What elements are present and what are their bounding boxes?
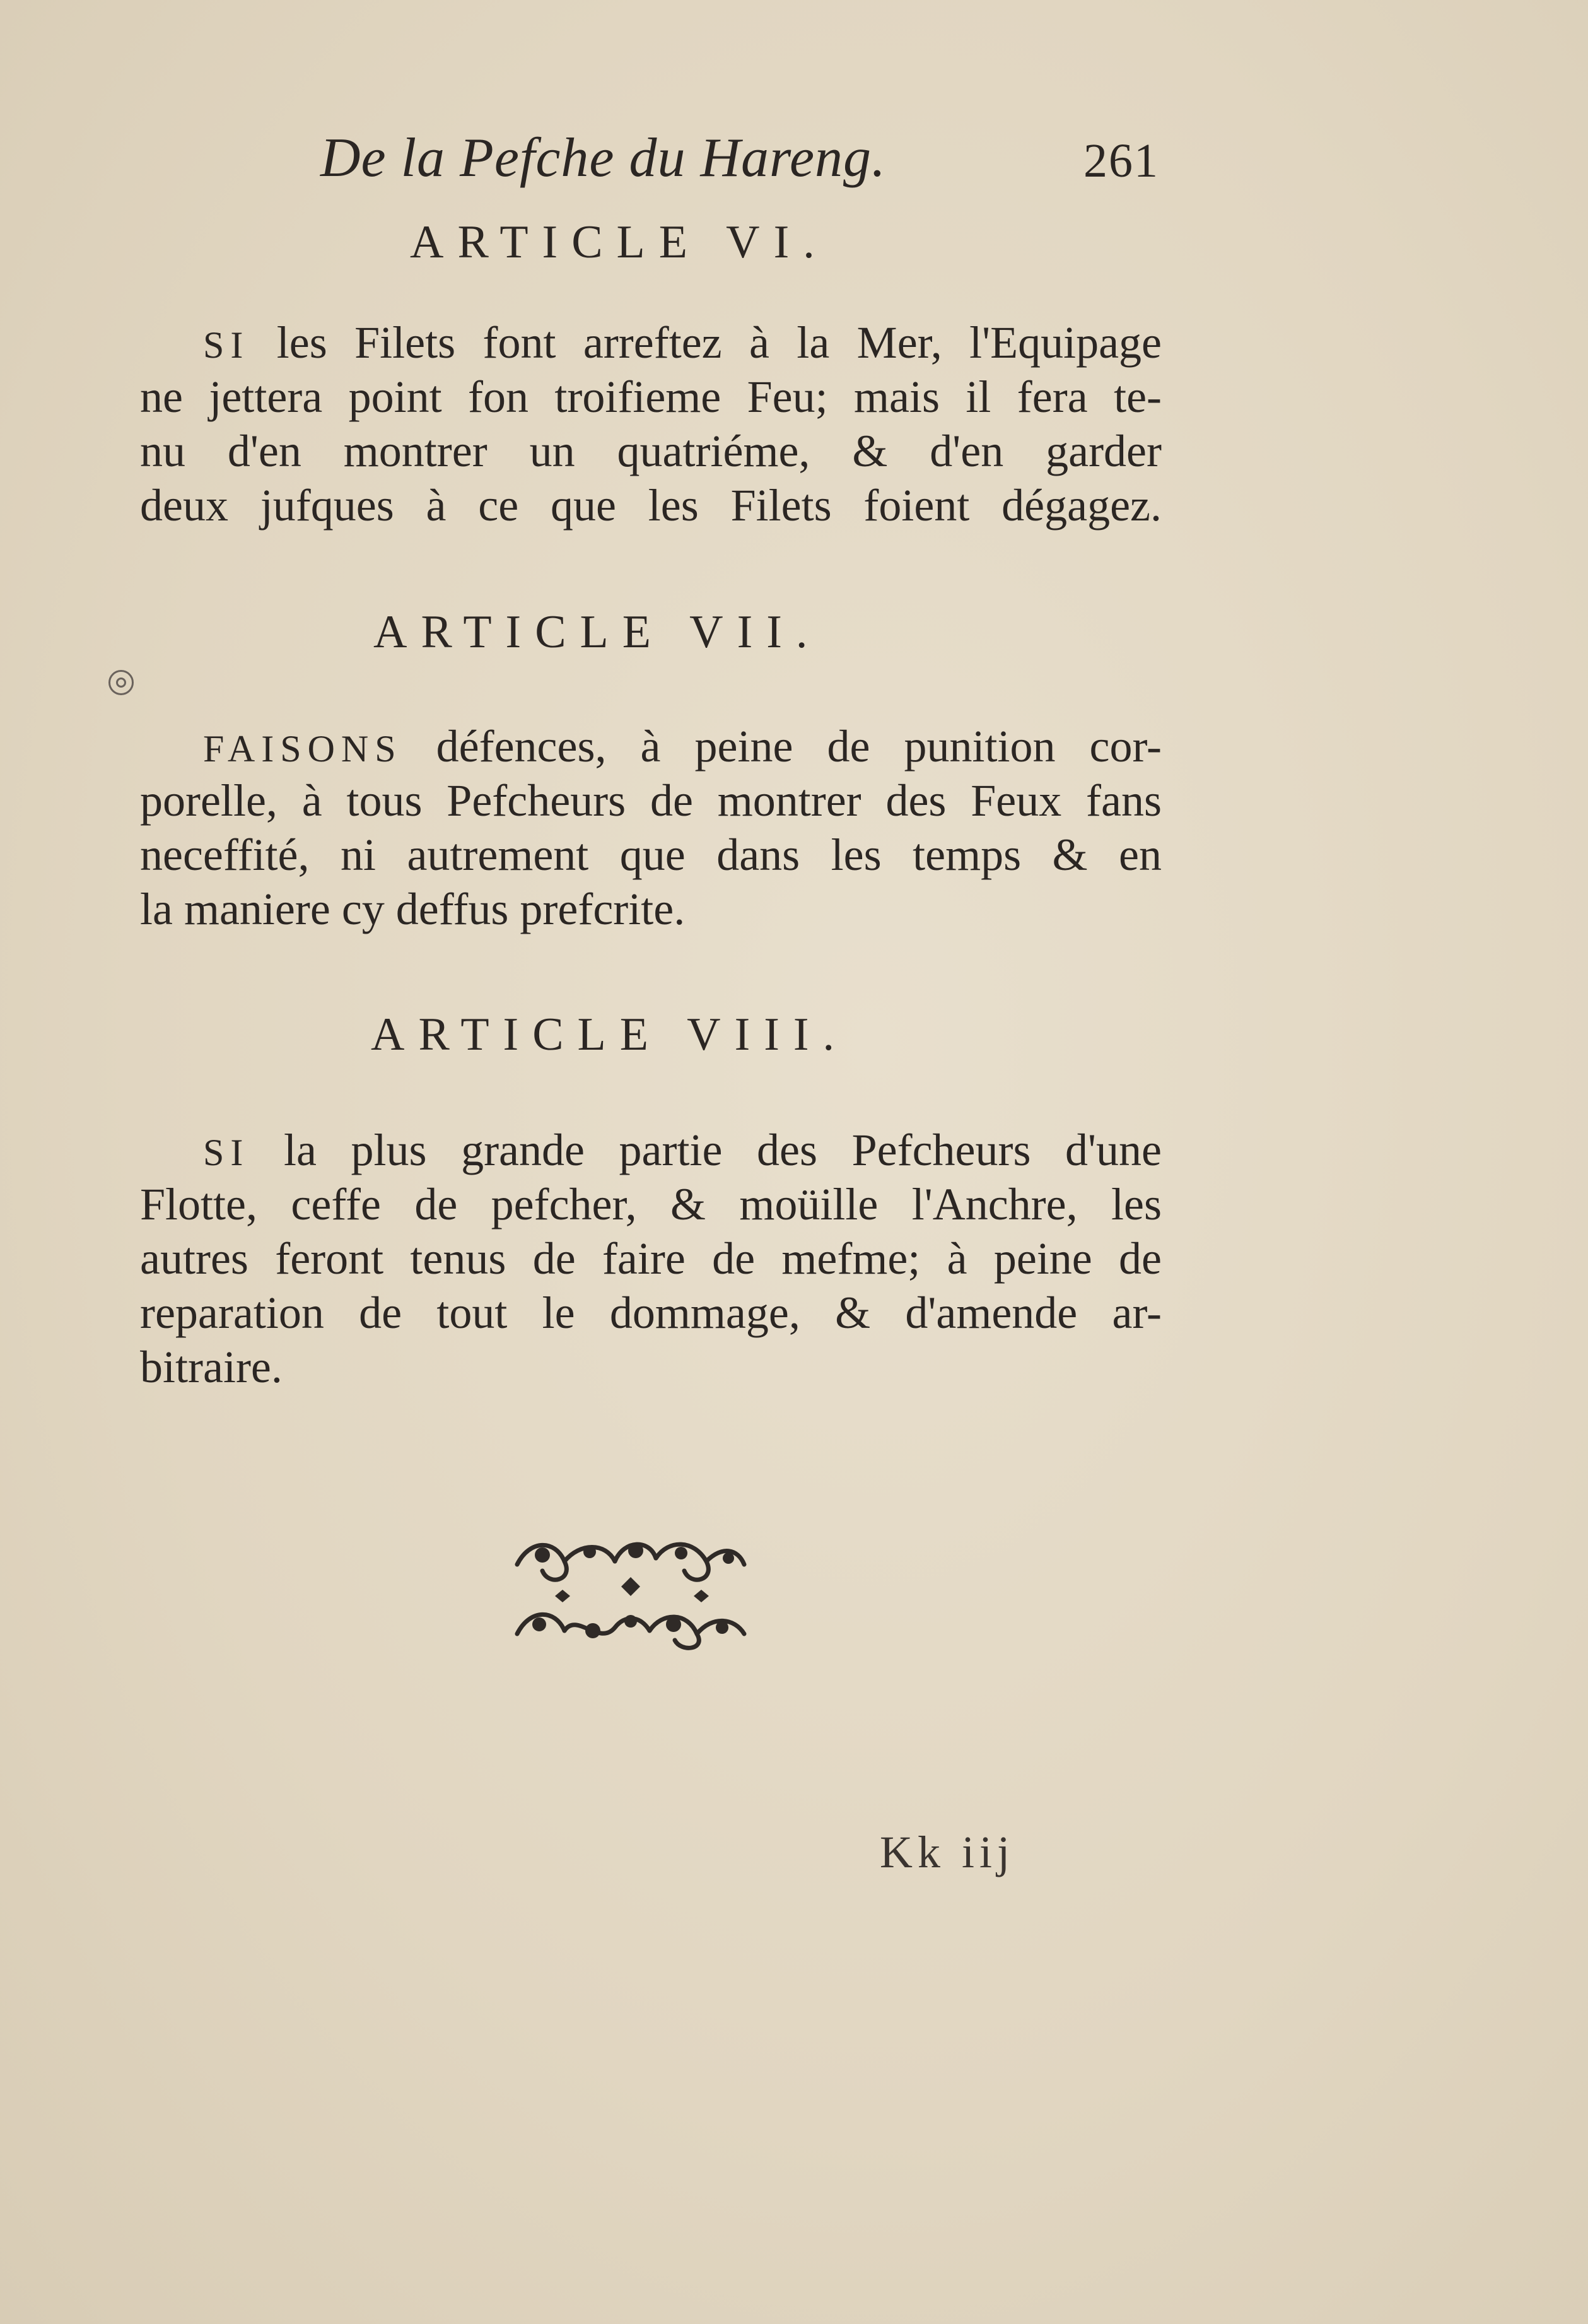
article-heading: ARTICLE VI. (410, 216, 829, 268)
line-text: la plus grande partie des Pefcheurs d'une (249, 1125, 1162, 1175)
initial-small-caps: SI (203, 324, 250, 366)
paragraph-line: Flotte, ceffe de pefcher, & moüille l'Anchre, les (140, 1179, 1162, 1229)
page-number: 261 (1083, 134, 1159, 187)
article-paragraph (140, 1123, 1162, 1394)
paragraph-line (140, 719, 1162, 773)
library-stamp-icon (108, 670, 134, 695)
article-paragraph (140, 719, 1162, 936)
running-head: De la Pefche du Hareng. (320, 127, 887, 189)
signature-mark: Kk iij (880, 1827, 1015, 1877)
line-text: les Filets font arreftez à la Mer, l'Equipage (249, 317, 1162, 368)
paragraph-line: nu d'en montrer un quatriéme, & d'en garder (140, 426, 1162, 476)
line-text: défences, à peine de punition cor- (402, 721, 1162, 772)
paragraph-line: deux jufques à ce que les Filets foient dégagez. (140, 480, 1162, 531)
paragraph-line (140, 315, 1162, 370)
initial-small-caps: FAISONS (203, 728, 402, 770)
paragraph-line: la maniere cy deffus prefcrite. (140, 884, 686, 934)
article-paragraph (140, 315, 1162, 532)
paragraph-line (140, 1123, 1162, 1177)
article-heading: ARTICLE VII. (373, 606, 822, 658)
initial-small-caps: SI (203, 1132, 250, 1173)
article-heading: ARTICLE VIII. (371, 1009, 848, 1060)
paragraph-line: porelle, à tous Pefcheurs de montrer des Feux fans (140, 775, 1162, 826)
paragraph-line: neceffité, ni autrement que dans les temps & en (140, 830, 1162, 880)
paragraph-line: ne jettera point fon troifieme Feu; mais il fera te- (140, 372, 1162, 422)
paragraph-line: reparation de tout le dommage, & d'amende ar- (140, 1288, 1162, 1338)
floral-fleuron-icon (505, 1527, 757, 1665)
paragraph-line: autres feront tenus de faire de mefme; à peine de (140, 1233, 1162, 1284)
paragraph-line: bitraire. (140, 1342, 283, 1392)
